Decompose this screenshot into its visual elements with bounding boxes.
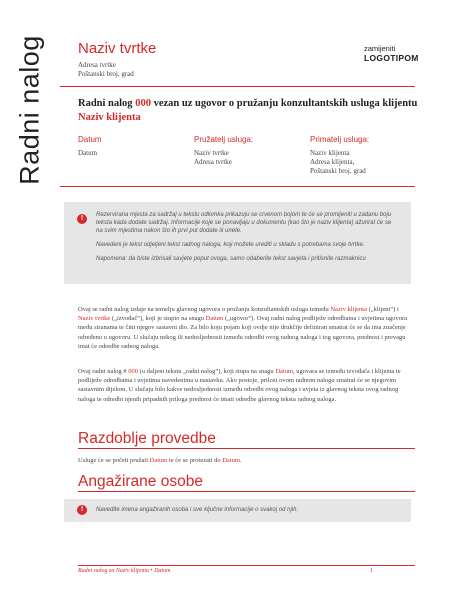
tip-box: ! Rezervirana mjesta za sadržaj u tekstu odlomka prikazuju se crvenom bojom te će se promijeniti u zadanu boju teksta kada dodate sadržaj. Informacije koje se ponavljaju u dokumentu (kao što je naziv klijenta) ažurirat će se na svim mjestima nakon što ih prvi put dodate iii unete. Navedeni je tekst odjeljeni tekst radnog naloga, koji možete urediti u skladu s potrebama svoje tvrtke. Napomena: da biste izbrisali savjete poput ovoga, samo odaberite tekst savjeta i pritisnite razmaknicu [64, 202, 411, 284]
parties-divider [60, 186, 415, 187]
section-personnel-title: Angažirane osobe [78, 473, 203, 490]
intro-paragraph: Ovaj se radni nalog izdaje na temelju glavnog ugovora o pružanju konzultantskih usluga između Naziv klijenta („klijent”) i Naziv tvrtke („izvođač”), koji je stupio na snagu Datum („ugovor”). Ovaj radni nalog podliježe odredbama i uvjetima ugovora među stranama te čini njegov sastavni dio. Za bilo koju pojam koji ovdje nije drukčije definiran smatrat će se da ima značenje određeno u ugovoru. U slučaju nekog ili nedosljednosti između odredbi ovog radnog naloga i tog ugovora, prednost i prevagu imat će odredbe radnog naloga. [78, 306, 408, 350]
work-order-heading: Radni nalog 000 vezan uz ugovor o pružanju konzultantskih usluga klijentu Naziv klijenta [78, 98, 418, 123]
footer-text: Radni nalog za Naziv klijenta • Datum [78, 568, 171, 574]
personnel-tip-box: ! Navedite imena angažiranih osoba i sve ključne informacije o svakoj od njih. [64, 499, 411, 522]
company-block [78, 40, 156, 79]
date-column: Datum Datum [78, 135, 102, 157]
order-number: 000 [135, 98, 151, 109]
section-performance-divider [78, 448, 415, 449]
company-address: Adresa tvrtke [78, 61, 116, 69]
company-city: Poštanski broj, grad [78, 70, 134, 78]
info-icon: ! [77, 505, 87, 515]
info-icon: ! [77, 214, 87, 224]
client-name: Naziv klijenta [78, 112, 141, 123]
performance-paragraph: Usluge će se početi pružati Datum te će se protezati do Datum. [78, 457, 242, 464]
section-performance-title: Razdoblje provedbe [78, 430, 216, 447]
logo-placeholder: zamijeniti LOGOTIPOM [364, 44, 419, 63]
footer-divider [78, 565, 415, 566]
terms-paragraph: Ovaj radni nalog # 000 (u daljem tekstu „radni nalog”), koji stupa na snagu Datum, ugovara se između izvođača i klijenta te podliježe odredbama i uvjetima navedenima u nastavku. Ako postoje, prilozi ovom radnom nalogu smatrat će se njegovim sastavnim dijelom. U slučaju bilo kakve nedosljednosti između odredbi ovog naloga i uvjeta iz glavnog teksta ovog radnog naloga te odredbi njenih pripadnih priloga prednost će imati odredbe glavnog teksta radnog naloga. [78, 368, 401, 403]
section-personnel-divider [78, 491, 415, 492]
recipient-column: Primatelj usluga: Naziv klijenta Adresa klijenta, Poštanski broj, grad [310, 135, 370, 175]
header-divider [60, 86, 415, 87]
page-number: 1 [370, 568, 373, 574]
company-name: Naziv tvrtke [78, 40, 157, 57]
provider-column: Pružatelj usluga: Naziv tvrtke Adresa tvrtke [194, 135, 254, 166]
vertical-document-title: Radni nalog [14, 35, 45, 185]
